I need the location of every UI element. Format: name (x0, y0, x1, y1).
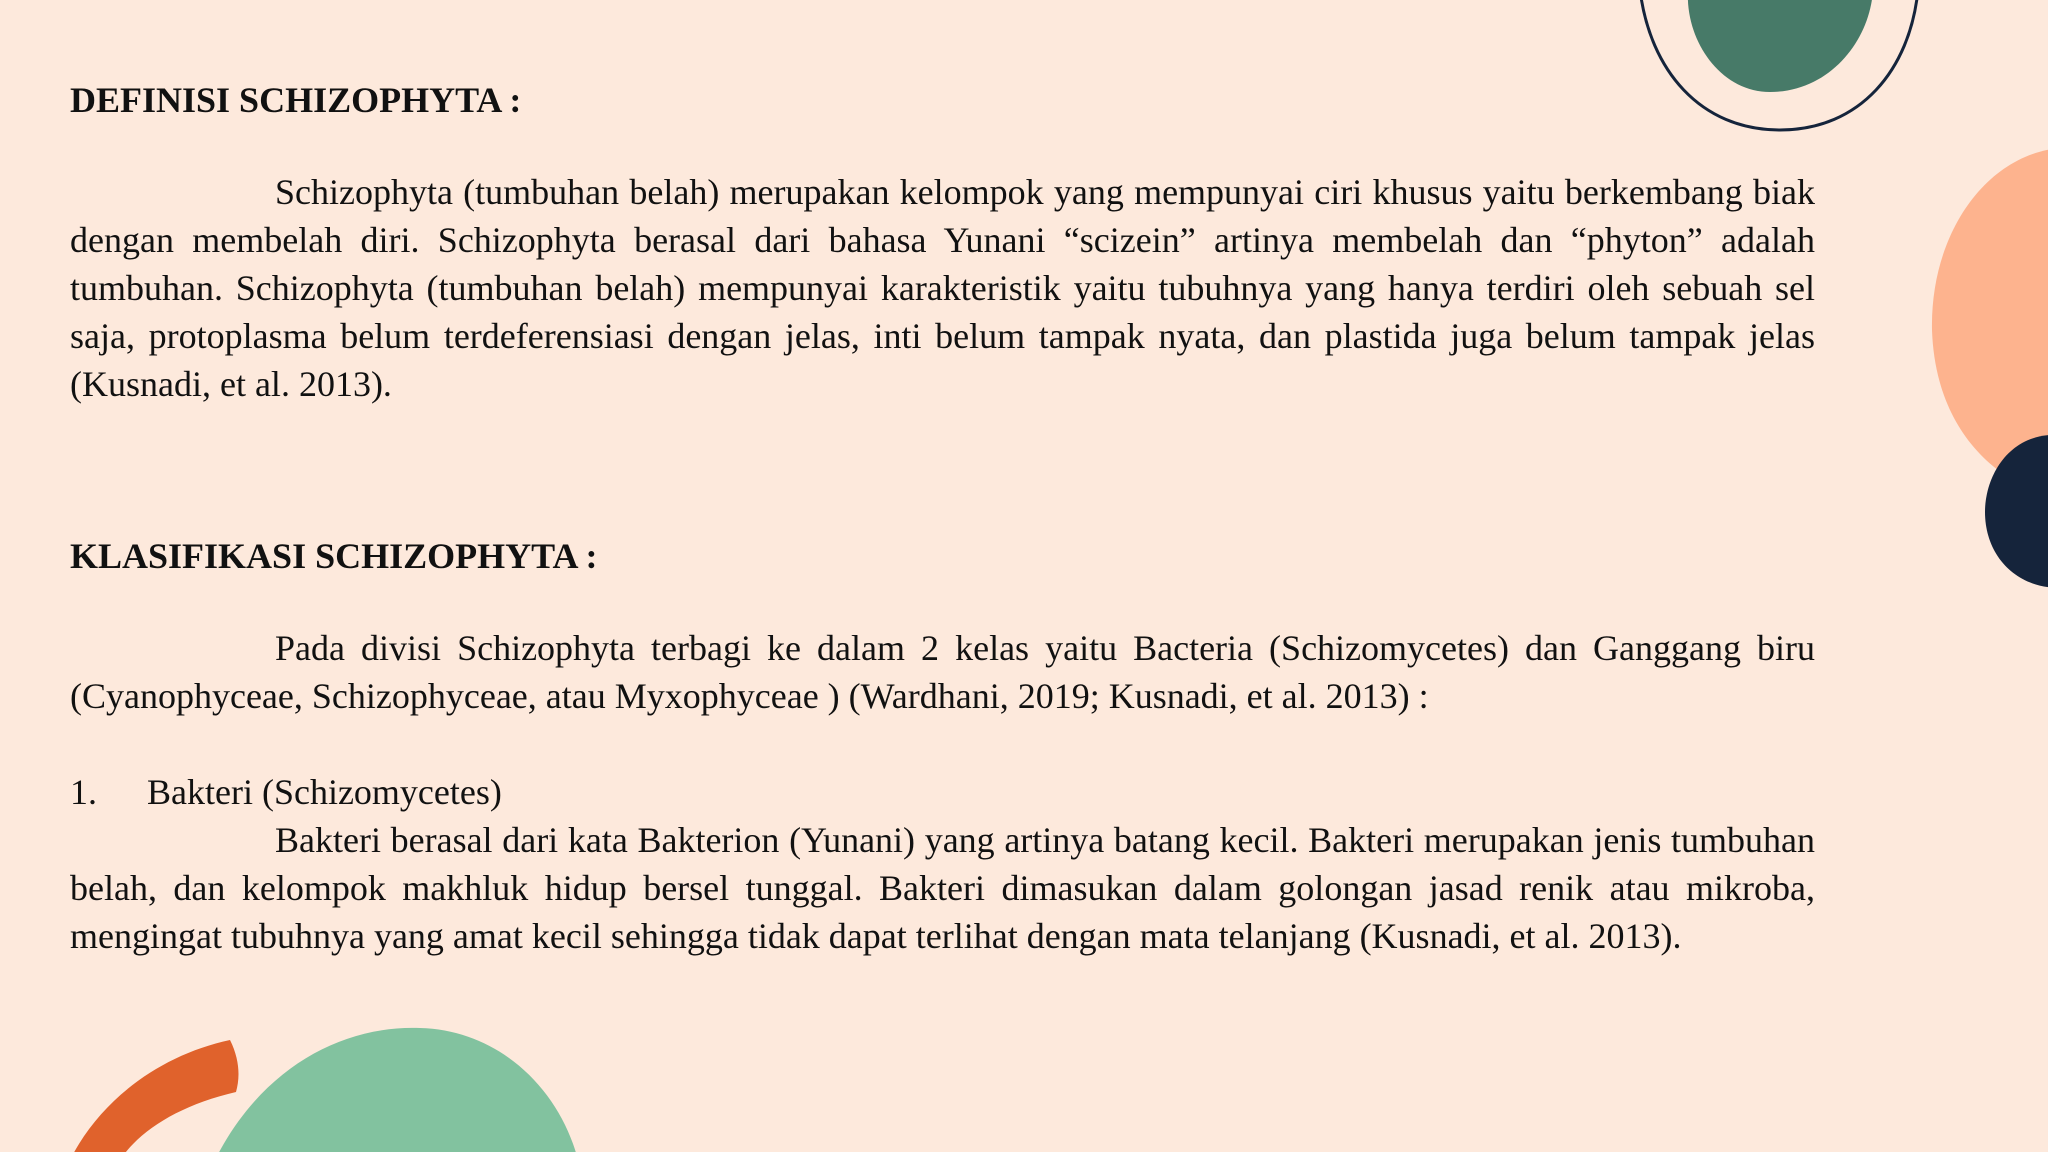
list-item-title: Bakteri (Schizomycetes) (147, 772, 502, 812)
peach-blob (1932, 148, 2048, 500)
definisi-heading: DEFINISI SCHIZOPHYTA : (70, 80, 522, 120)
mint-blob (215, 1028, 578, 1152)
navy-blob (1985, 435, 2048, 588)
slide-content (70, 70, 1815, 960)
klasifikasi-paragraph: Pada divisi Schizophyta terbagi ke dalam 2 kelas yaitu Bacteria (Schizomycetes) dan Ganggang biru (Cyanophyceae, Schizophyceae, atau Myxophyceae ) (Wardhani, 2019; Kusnadi, et al. 2013) : (70, 628, 1815, 716)
klasifikasi-heading: KLASIFIKASI SCHIZOPHYTA : (70, 536, 598, 576)
definisi-paragraph: Schizophyta (tumbuhan belah) merupakan kelompok yang mempunyai ciri khusus yaitu berkembang biak dengan membelah diri. Schizophyta berasal dari bahasa Yunani “scizein” artinya membelah dan “phyton” adalah tumbuhan. Schizophyta (tumbuhan belah) mempunyai karakteristik yaitu tubuhnya yang hanya terdiri oleh sebuah sel saja, protoplasma belum terdeferensiasi dengan jelas, inti belum tampak nyata, dan plastida juga belum tampak jelas (Kusnadi, et al. 2013). (70, 172, 1815, 404)
bakteri-paragraph: Bakteri berasal dari kata Bakterion (Yunani) yang artinya batang kecil. Bakteri merupakan jenis tumbuhan belah, dan kelompok makhluk hidup bersel tunggal. Bakteri dimasukan dalam golongan jasad renik atau mikroba, mengingat tubuhnya yang amat kecil sehingga tidak dapat terlihat dengan mata telanjang (Kusnadi, et al. 2013). (70, 820, 1815, 956)
list-item (70, 768, 1815, 816)
orange-arc-shape (70, 1040, 238, 1152)
list-item-number: 1. (70, 772, 97, 812)
